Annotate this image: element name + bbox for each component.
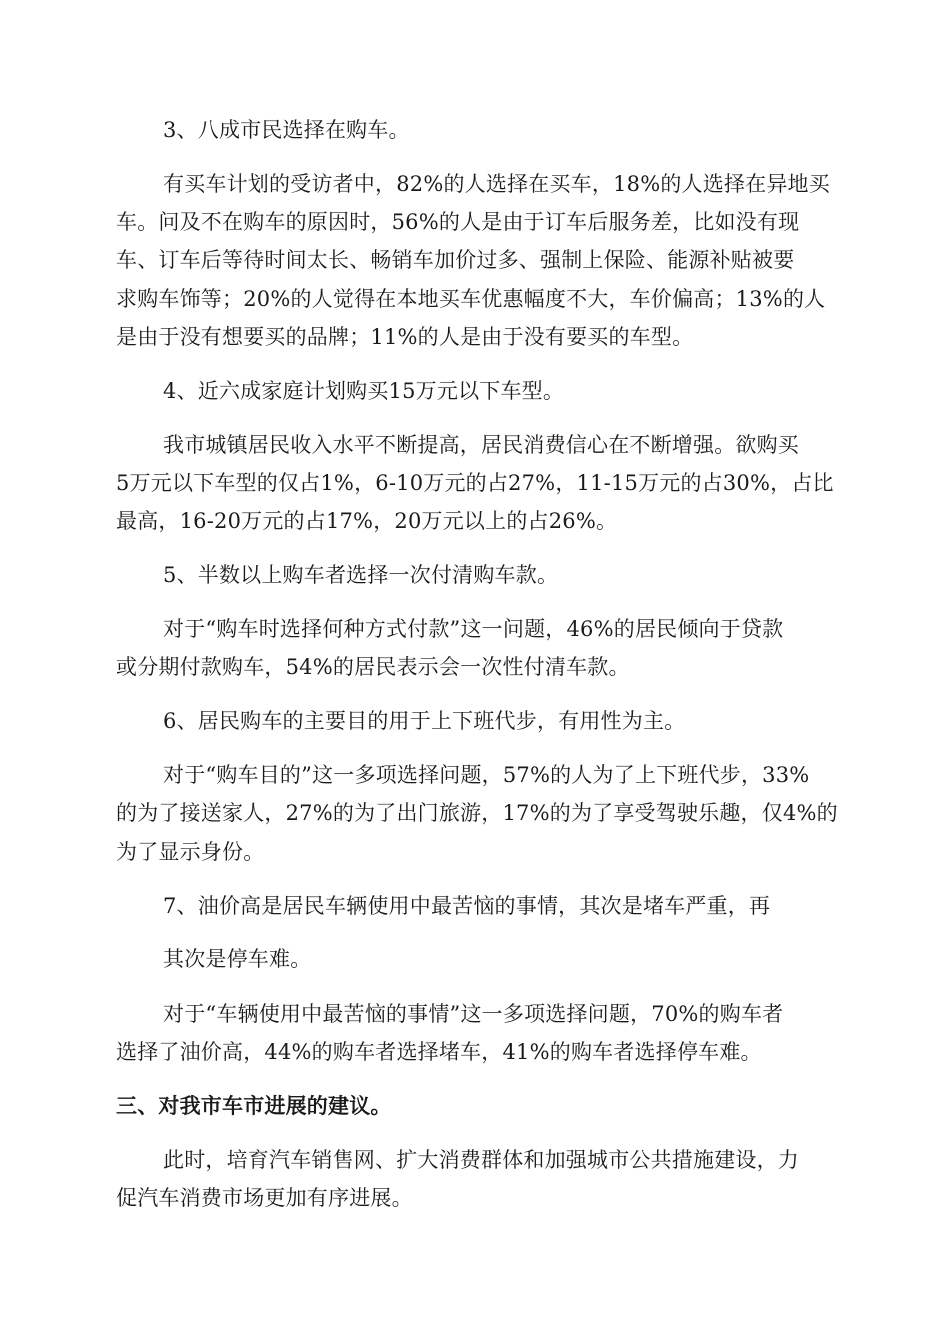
paragraph-line: 促汽车消费市场更加有序进展。: [116, 1186, 413, 1210]
section-item-7-heading: 7、油价高是居民车辆使用中最苦恼的事情，其次是堵车严重，再: [163, 894, 771, 918]
paragraph-line: 车。问及不在购车的原因时，56%的人是由于订车后服务差，比如没有现: [116, 210, 800, 234]
paragraph-line: 求购车饰等；20%的人觉得在本地买车优惠幅度不大，车价偏高；13%的人: [116, 287, 826, 311]
paragraph-line: 或分期付款购车，54%的居民表示会一次性付清车款。: [116, 655, 630, 679]
paragraph-line: 对于“购车目的”这一多项选择问题，57%的人为了上下班代步，33%: [163, 763, 810, 787]
section-item-3-heading: 3、八成市民选择在购车。: [163, 118, 410, 142]
paragraph-line: 为了显示身份。: [116, 840, 265, 864]
paragraph-line: 车、订车后等待时间太长、畅销车加价过多、强制上保险、能源补贴被要: [116, 248, 795, 272]
section-item-4-heading: 4、近六成家庭计划购买15万元以下车型。: [163, 379, 565, 403]
section-item-6-heading: 6、居民购车的主要目的用于上下班代步，有用性为主。: [163, 709, 686, 733]
paragraph-line: 我市城镇居民收入水平不断提高，居民消费信心在不断增强。欲购买: [163, 433, 799, 457]
paragraph-line: 最高，16-20万元的占17%，20万元以上的占26%。: [116, 509, 618, 533]
paragraph-line: 的为了接送家人，27%的为了出门旅游，17%的为了享受驾驶乐趣，仅4%的: [116, 801, 838, 825]
section-item-5-heading: 5、半数以上购车者选择一次付清购车款。: [163, 563, 559, 587]
paragraph-line: 是由于没有想要买的品牌；11%的人是由于没有要买的车型。: [116, 325, 694, 349]
paragraph-line: 此时，培育汽车销售网、扩大消费群体和加强城市公共措施建设，力: [163, 1148, 799, 1172]
section-3-heading: 三、对我市车市进展的建议。: [116, 1093, 392, 1118]
paragraph-line: 有买车计划的受访者中，82%的人选择在买车，18%的人选择在异地买: [163, 172, 830, 196]
paragraph-line: 对于“车辆使用中最苦恼的事情”这一多项选择问题，70%的购车者: [163, 1002, 784, 1026]
paragraph-line: 对于“购车时选择何种方式付款”这一问题，46%的居民倾向于贷款: [163, 617, 784, 641]
paragraph-line: 选择了油价高，44%的购车者选择堵车，41%的购车者选择停车难。: [116, 1040, 762, 1064]
paragraph-line: 5万元以下车型的仅占1%，6-10万元的占27%，11-15万元的占30%，占比: [116, 471, 834, 495]
section-item-7-heading-continued: 其次是停车难。: [163, 947, 312, 971]
